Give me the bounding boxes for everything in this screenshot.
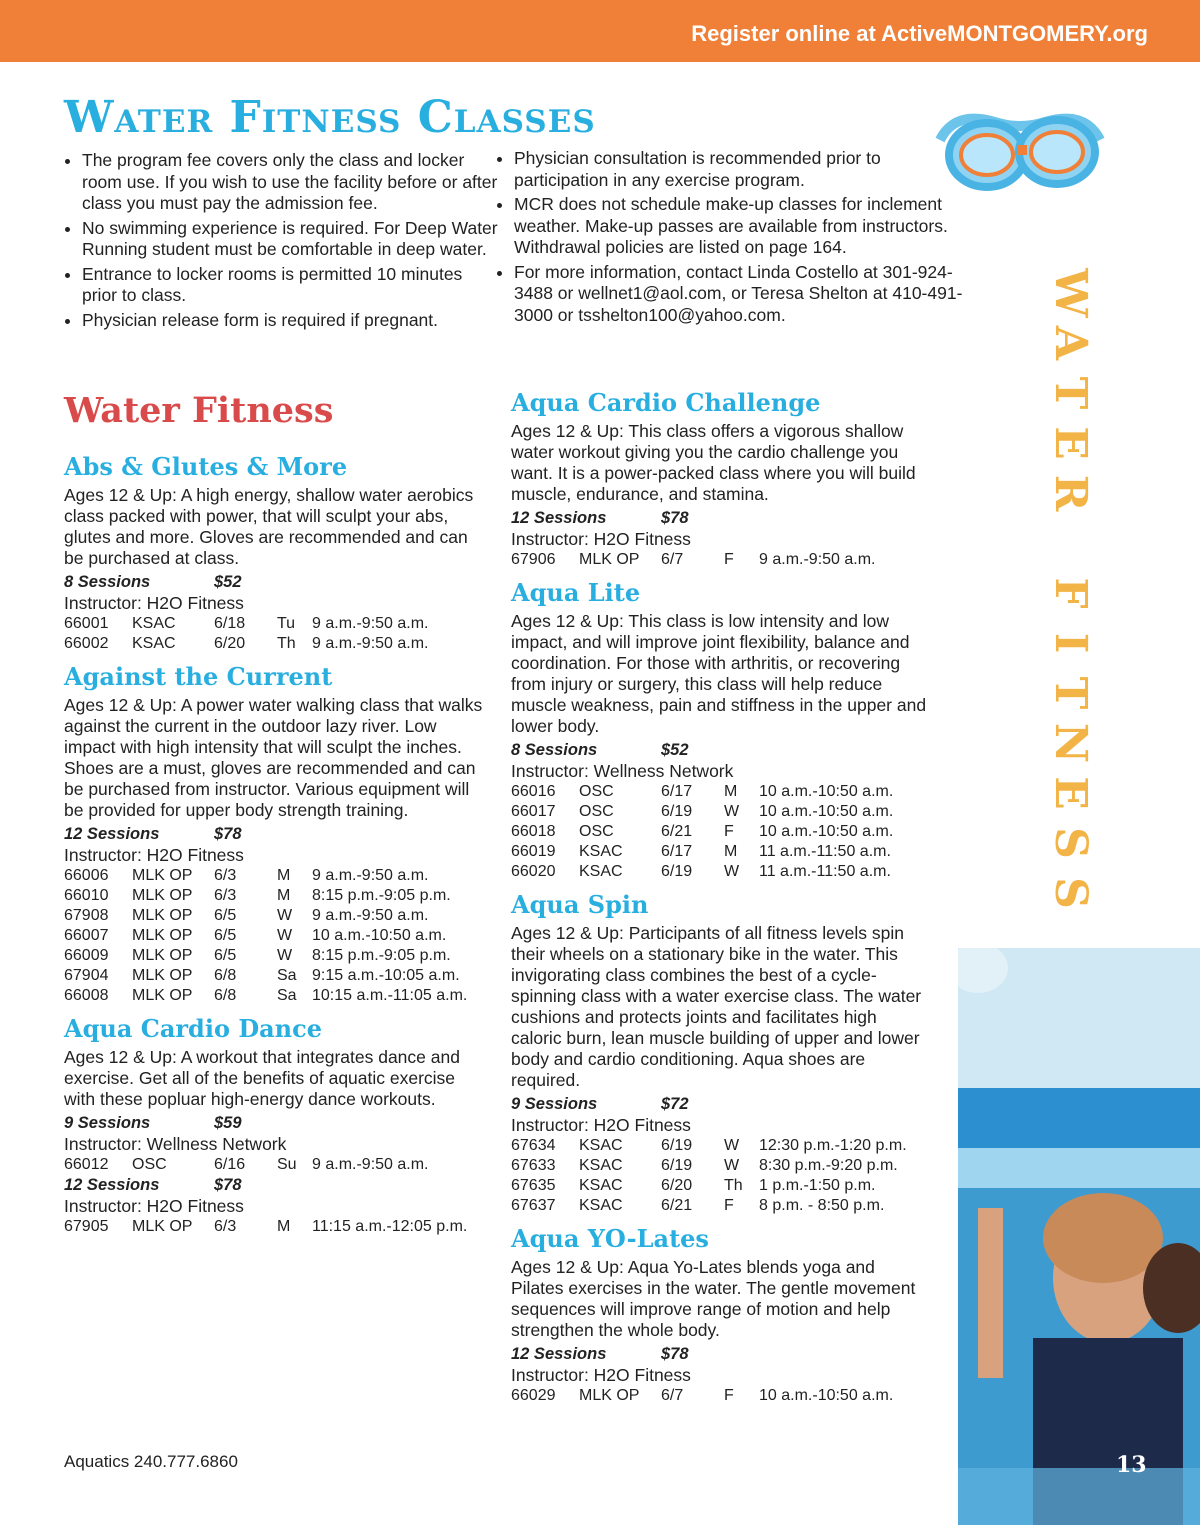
start-date: 6/5 [214,927,237,944]
water-aerobics-photo [958,948,1200,1525]
schedule-row [64,966,484,986]
start-date: 6/7 [661,1387,684,1404]
class-title: Against the Current [64,662,333,691]
location: MLK OP [132,1218,193,1235]
class-title: Abs & Glutes & More [64,452,348,481]
schedule-row [511,802,931,822]
instructor-line: Instructor: H2O Fitness [511,1115,691,1135]
course-number: 66018 [511,823,556,840]
sessions-line [64,1175,484,1196]
day: F [724,823,734,840]
schedule-row [64,946,484,966]
time: 9:15 a.m.-10:05 a.m. [312,967,460,984]
course-number: 66002 [64,635,109,652]
time: 9 a.m.-9:50 a.m. [312,1156,429,1173]
course-number: 67634 [511,1137,556,1154]
instructor-line: Instructor: Wellness Network [511,761,734,781]
start-date: 6/5 [214,947,237,964]
day: Sa [277,967,297,984]
time: 12:30 p.m.-1:20 p.m. [759,1137,907,1154]
info-bullet: • The program fee covers only the class and locker room use. If you wish to use the facility before or after class you must pay the admission fee. [82,150,502,215]
vertical-section-label [1040,268,1100,918]
class-block [64,452,484,654]
class-description: Ages 12 & Up: A workout that integrates dance and exercise. Get all of the benefits of aquatic exercise with these popluar high-energy dance workouts. [64,1047,460,1109]
day: Tu [277,615,296,632]
vertical-letter: F [1045,577,1096,609]
course-number: 67905 [64,1218,109,1235]
day: W [724,863,740,880]
class-title: Aqua Lite [511,578,641,607]
course-number: 66001 [64,615,109,632]
vertical-letter: T [1045,376,1096,410]
session-count: 12 Sessions [511,1345,607,1363]
start-date: 6/19 [661,863,693,880]
day: Th [277,635,296,652]
course-number: 66029 [511,1387,556,1404]
course-number: 66020 [511,863,556,880]
location: KSAC [579,1177,623,1194]
class-block [511,890,931,1216]
schedule-row [64,1155,484,1175]
course-number: 66012 [64,1156,109,1173]
location: KSAC [132,635,176,652]
location: KSAC [579,1197,623,1214]
schedule-row [511,1196,931,1216]
schedule-row [511,822,931,842]
time: 9 a.m.-9:50 a.m. [312,867,429,884]
time: 1 p.m.-1:50 p.m. [759,1177,876,1194]
info-bullet: • Physician consultation is recommended prior to participation in any exercise program. [514,148,974,191]
day: M [724,783,738,800]
page-number: 13 [1116,1452,1147,1478]
day: F [724,1197,734,1214]
footer-phone: Aquatics 240.777.6860 [64,1452,238,1471]
instructor-line: Instructor: H2O Fitness [64,593,244,613]
day: M [277,867,291,884]
course-number: 66016 [511,783,556,800]
start-date: 6/19 [661,803,693,820]
info-bullet: • Entrance to locker rooms is permitted 10 minutes prior to class. [82,264,502,307]
time: 11 a.m.-11:50 a.m. [759,843,891,860]
session-fee: $52 [661,741,689,759]
time: 9 a.m.-9:50 a.m. [312,635,429,652]
start-date: 6/16 [214,1156,246,1173]
session-fee: $72 [661,1095,689,1113]
location: KSAC [579,863,623,880]
location: MLK OP [132,927,193,944]
class-column-left [64,452,484,1245]
time: 10 a.m.-10:50 a.m. [759,823,894,840]
class-block [64,662,484,1006]
day: M [724,843,738,860]
class-description: Ages 12 & Up: A high energy, shallow water aerobics class packed with power, that will sculpt your abs, glutes and more. Gloves are recommended and can be purchased at class. [64,485,474,568]
class-description: Ages 12 & Up: Aqua Yo-Lates blends yoga and Pilates exercises in the water. The gentle movement sequences will improve range of motion and help strengthen the whole body. [511,1257,916,1340]
session-fee: $78 [214,825,242,843]
vertical-letter: A [1045,325,1096,361]
session-count: 8 Sessions [511,741,598,759]
info-bullet: • MCR does not schedule make-up classes for inclement weather. Make-up passes are available from instructors. Withdrawal policies are listed on page 164. [514,194,974,259]
schedule-row [64,1217,484,1237]
sessions-line [64,1113,484,1134]
session-count: 12 Sessions [64,1176,160,1194]
vertical-letter: T [1045,676,1096,710]
class-title: Aqua YO-Lates [511,1224,709,1253]
day: Th [724,1177,743,1194]
info-bullet: • Physician release form is required if pregnant. [82,310,502,332]
day: F [724,551,734,568]
location: MLK OP [132,907,193,924]
start-date: 6/19 [661,1157,693,1174]
course-number: 67633 [511,1157,556,1174]
vertical-letter: E [1045,776,1096,810]
schedule-row [511,782,931,802]
info-bullet: • For more information, contact Linda Costello at 301-924-3488 or wellnet1@aol.com, or Teresa Shelton at 410-491-3000 or tsshelton100@yahoo.com. [514,262,974,327]
instructor-line: Instructor: H2O Fitness [511,1365,691,1385]
location: MLK OP [579,1387,640,1404]
register-link[interactable]: Register online at ActiveMONTGOMERY.org [691,21,1148,46]
schedule-row [511,842,931,862]
schedule-row [511,1136,931,1156]
sessions-line [511,1344,931,1365]
session-count: 12 Sessions [511,509,607,527]
day: W [724,803,740,820]
schedule-row [511,1176,931,1196]
session-fee: $59 [214,1114,242,1132]
day: Su [277,1156,297,1173]
instructor-line: Instructor: Wellness Network [64,1134,287,1154]
schedule-row [511,1386,931,1406]
class-title: Aqua Cardio Challenge [511,388,821,417]
class-column-right [511,388,931,1414]
class-description: Ages 12 & Up: This class is low intensity and low impact, and will improve joint flexibility, balance and coordination. For those with arthritis, or recovering from injury or surgery, this class will help reduce muscle weakness, pain and stiffness in the upper and lower body. [511,611,927,736]
info-bullets-left [64,150,502,334]
day: M [277,1218,291,1235]
location: KSAC [132,615,176,632]
location: OSC [579,803,614,820]
start-date: 6/8 [214,987,237,1004]
day: M [277,887,291,904]
course-number: 67637 [511,1197,556,1214]
location: MLK OP [132,987,193,1004]
instructor-line: Instructor: H2O Fitness [64,845,244,865]
session-count: 8 Sessions [64,573,151,591]
sessions-line [64,572,484,593]
time: 9 a.m.-9:50 a.m. [312,615,429,632]
location: KSAC [579,1157,623,1174]
start-date: 6/5 [214,907,237,924]
day: W [277,947,293,964]
day: W [277,907,293,924]
session-count: 12 Sessions [64,825,160,843]
sessions-line [511,1094,931,1115]
location: MLK OP [579,551,640,568]
location: KSAC [579,1137,623,1154]
start-date: 6/19 [661,1137,693,1154]
schedule-row [64,886,484,906]
location: MLK OP [132,967,193,984]
time: 10:15 a.m.-11:05 a.m. [312,987,468,1004]
start-date: 6/17 [661,843,693,860]
course-number: 66009 [64,947,109,964]
vertical-letter: W [1045,268,1096,318]
course-number: 67904 [64,967,109,984]
schedule-row [64,634,484,654]
time: 10 a.m.-10:50 a.m. [759,803,894,820]
sessions-line [511,740,931,761]
location: KSAC [579,843,623,860]
class-block [511,1224,931,1406]
start-date: 6/7 [661,551,684,568]
top-banner [0,0,1200,62]
info-bullets-right [496,148,974,329]
start-date: 6/8 [214,967,237,984]
session-count: 9 Sessions [64,1114,151,1132]
time: 10 a.m.-10:50 a.m. [759,783,894,800]
vertical-letter: I [1045,632,1096,654]
class-title: Aqua Cardio Dance [64,1014,323,1043]
day: W [724,1157,740,1174]
class-block [511,578,931,882]
time: 9 a.m.-9:50 a.m. [312,907,429,924]
instructor-line: Instructor: H2O Fitness [64,1196,244,1216]
start-date: 6/20 [661,1177,693,1194]
class-description: Ages 12 & Up: A power water walking class that walks against the current in the outdoor lazy river. Low impact with high intensity that will sculpt the inches. Shoes are a must, gloves are recommended and can be purchased from instructor. Various equipment will be provided for upper body strength training. [64,695,483,820]
vertical-letter: S [1045,877,1096,909]
location: OSC [132,1156,167,1173]
session-fee: $78 [661,1345,689,1363]
vertical-letter: S [1045,827,1096,859]
instructor-line: Instructor: H2O Fitness [511,529,691,549]
location: OSC [579,823,614,840]
schedule-row [64,906,484,926]
start-date: 6/3 [214,867,237,884]
course-number: 67906 [511,551,556,568]
class-block [64,1014,484,1237]
course-number: 66010 [64,887,109,904]
sessions-line [511,508,931,529]
course-number: 66008 [64,987,109,1004]
time: 9 a.m.-9:50 a.m. [759,551,876,568]
course-number: 66017 [511,803,556,820]
session-fee: $52 [214,573,242,591]
time: 8:15 p.m.-9:05 p.m. [312,947,451,964]
schedule-row [511,550,931,570]
location: MLK OP [132,887,193,904]
time: 8:30 p.m.-9:20 p.m. [759,1157,898,1174]
course-number: 66006 [64,867,109,884]
start-date: 6/3 [214,887,237,904]
info-bullet: • No swimming experience is required. For Deep Water Running student must be comfortable in deep water. [82,218,502,261]
class-block [511,388,931,570]
time: 8 p.m. - 8:50 p.m. [759,1197,885,1214]
start-date: 6/17 [661,783,693,800]
session-fee: $78 [214,1176,242,1194]
page-title: Water Fitness Classes [64,92,596,143]
course-number: 67908 [64,907,109,924]
start-date: 6/18 [214,615,246,632]
course-number: 67635 [511,1177,556,1194]
sessions-line [64,824,484,845]
vertical-letter: R [1045,474,1096,512]
vertical-letter: N [1045,722,1096,764]
schedule-row [64,614,484,634]
vertical-letter: E [1045,426,1096,460]
day: W [724,1137,740,1154]
time: 11 a.m.-11:50 a.m. [759,863,891,880]
schedule-row [64,986,484,1006]
schedule-row [511,862,931,882]
time: 10 a.m.-10:50 a.m. [759,1387,894,1404]
section-title: Water Fitness [64,390,334,431]
class-description: Ages 12 & Up: This class offers a vigorous shallow water workout giving you the cardio challenge you want. It is a power-packed class where you will build muscle, endurance, and stamina. [511,421,916,504]
start-date: 6/3 [214,1218,237,1235]
class-description: Ages 12 & Up: Participants of all fitness levels spin their wheels on a stationary bike in the water. This invigorating class combines the best of a cycle-spinning class with a water exercise class. The water cushions and protects joints and facilitates high caloric burn, lean muscle building of upper and lower body and cardio conditioning. Aqua shoes are required. [511,923,922,1090]
start-date: 6/21 [661,823,693,840]
day: W [277,927,293,944]
schedule-row [64,866,484,886]
schedule-row [64,926,484,946]
course-number: 66007 [64,927,109,944]
location: OSC [579,783,614,800]
location: MLK OP [132,867,193,884]
time: 11:15 a.m.-12:05 p.m. [312,1218,468,1235]
start-date: 6/21 [661,1197,693,1214]
day: F [724,1387,734,1404]
day: Sa [277,987,297,1004]
time: 10 a.m.-10:50 a.m. [312,927,447,944]
session-fee: $78 [661,509,689,527]
location: MLK OP [132,947,193,964]
schedule-row [511,1156,931,1176]
start-date: 6/20 [214,635,246,652]
class-title: Aqua Spin [511,890,649,919]
session-count: 9 Sessions [511,1095,598,1113]
time: 8:15 p.m.-9:05 p.m. [312,887,451,904]
course-number: 66019 [511,843,556,860]
